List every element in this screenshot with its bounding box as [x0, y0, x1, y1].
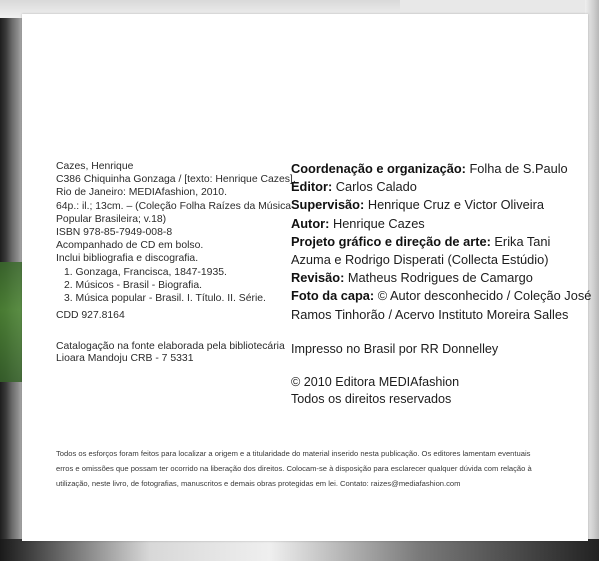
rights-disclaimer — [56, 446, 556, 492]
credit-label: Autor: — [291, 215, 330, 231]
credit-label: Projeto gráfico e direção de arte: — [291, 233, 491, 249]
disclaimer-line: Todos os esforços foram feitos para localizar a origem e a titularidade do material inserido nesta publicação. Os editores lamentam eventuais — [56, 449, 531, 458]
catalog-line: ISBN 978-85-7949-008-8 — [56, 227, 173, 239]
catalog-subject: 1. Gonzaga, Francisca, 1847-1935. — [64, 266, 227, 278]
credit-label: Foto da capa: — [291, 288, 375, 304]
catalog-line: Rio de Janeiro: MEDIAfashion, 2010. — [56, 187, 227, 199]
credit-label: Supervisão: — [291, 197, 365, 213]
cover-edge-strip — [0, 262, 24, 382]
catalog-line: Cazes, Henrique — [56, 161, 134, 172]
credit-value: Carlos Calado — [332, 179, 417, 195]
catalog-line: 64p.: il.; 13cm. – (Coleção Folha Raízes da Música — [56, 200, 292, 212]
catalog-record — [56, 160, 296, 322]
catalog-cdd: CDD 927.8164 — [56, 310, 125, 322]
catalog-subject: 2. Músicos - Brasil - Biografia. — [64, 279, 203, 291]
credit-value: Folha de S.Paulo — [465, 161, 568, 176]
credit-value: Henrique Cazes — [329, 215, 425, 231]
page-bottom-edge — [0, 539, 599, 561]
disclaimer-line: utilização, neste livro, de fotografias, manuscritos e demais obras protegidas em lei. Contato: raizes@mediafashion.com — [56, 479, 461, 489]
copyright-block — [291, 374, 459, 407]
catalog-line: Popular Brasileira; v.18) — [56, 213, 167, 225]
catalog-line: Acompanhado de CD em bolso. — [56, 240, 204, 252]
credit-value: © Autor desconhecido / Coleção José — [374, 288, 592, 304]
credit-label: Revisão: — [291, 270, 345, 286]
credit-design — [291, 233, 581, 251]
credit-design-cont: Azuma e Rodrigo Disperati (Collecta Estúdio) — [291, 252, 549, 268]
credit-value: Matheus Rodrigues de Camargo — [344, 270, 533, 286]
rights-line: Todos os direitos reservados — [291, 391, 452, 406]
credit-label: Editor: — [291, 179, 333, 195]
credit-coordination — [291, 160, 581, 178]
credit-editor — [291, 178, 581, 196]
credits-block — [291, 160, 592, 324]
credit-cover-photo-cont: Ramos Tinhorão / Acervo Instituto Moreira Salles — [291, 306, 569, 322]
catalog-line: C386 Chiquinha Gonzaga / [texto: Henrique Cazes]. — [56, 174, 296, 186]
catalog-subject: 3. Música popular - Brasil. I. Título. II. Série. — [64, 293, 266, 305]
cataloging-note-line: Catalogação na fonte elaborada pela bibliotecária — [56, 341, 285, 352]
disclaimer-line: erros e omissões que possam ter ocorrido na liberação dos direitos. Colocam-se à disposição para esclarecer qualquer dúvida com relação à — [56, 464, 532, 474]
cataloging-note-line: Lioara Mandoju CRB - 7 5331 — [56, 353, 194, 365]
catalog-line: Inclui bibliografia e discografia. — [56, 253, 199, 265]
credit-value: Erika Tani — [490, 233, 551, 249]
credit-value: Henrique Cruz e Victor Oliveira — [364, 197, 544, 213]
credit-label: Coordenação e organização: — [291, 161, 466, 176]
credit-supervision — [291, 196, 581, 214]
cataloging-note — [56, 341, 296, 366]
credit-cover-photo — [291, 287, 592, 305]
credit-author — [291, 215, 581, 233]
credit-review — [291, 269, 581, 287]
copyright-line: © 2010 Editora MEDIAfashion — [291, 375, 460, 389]
printer-line: Impresso no Brasil por RR Donnelley — [291, 342, 499, 356]
